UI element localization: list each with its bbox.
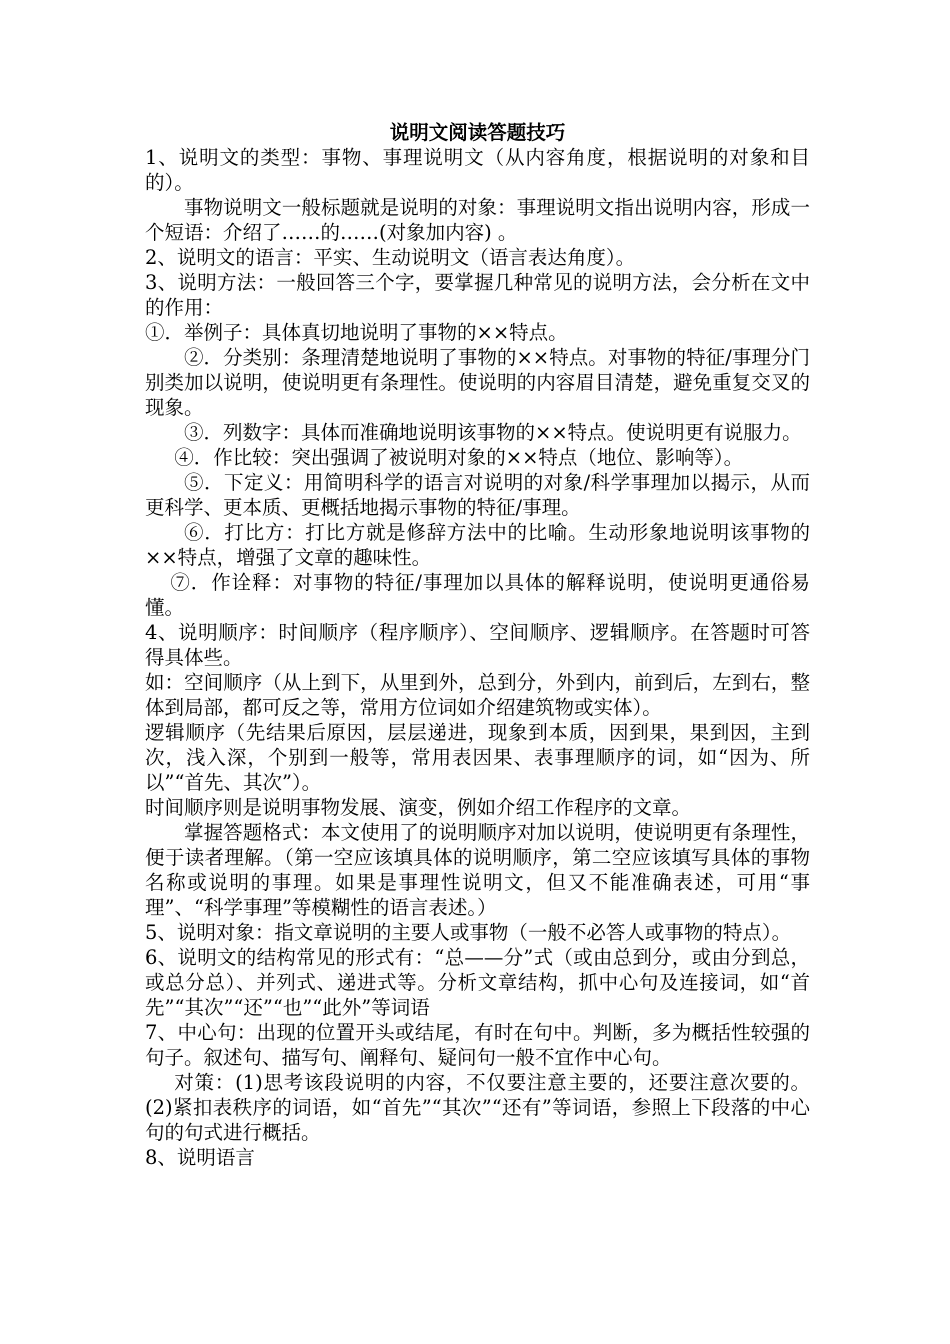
paragraph-answer-format: 掌握答题格式：本文使用了的说明顺序对加以说明，使说明更有条理性，便于读者理解。（第一空应该填具体的说明顺序，第二空应该填写具体的事物名称或说明的事理。如果是事理性说明文，但又不能准确表述，可用“事理”、“科学事理”等模糊性的语言表述。） (145, 821, 810, 919)
paragraph-time-order: 时间顺序则是说明事物发展、演变，例如介绍工作程序的文章。 (145, 796, 692, 819)
paragraph-order: 4、说明顺序：时间顺序（程序顺序）、空间顺序、逻辑顺序。在答题时可答得具体些。 (145, 621, 810, 669)
paragraph-types-detail: 事物说明文一般标题就是说明的对象：事理说明文指出说明内容，形成一个短语：介绍了……的……(对象加内容) 。 (145, 196, 810, 244)
paragraph-methods: 3、说明方法：一般回答三个字，要掌握几种常见的说明方法，会分析在文中的作用： (145, 271, 810, 319)
method-numbers: ③．列数字：具体而准确地说明该事物的××特点。使说明更有说服力。 (184, 421, 802, 444)
method-classify: ②．分类别：条理清楚地说明了事物的××特点。对事物的特征/事理分门别类加以说明，使说明更有条理性。使说明的内容眉目清楚，避免重复交叉的现象。 (145, 346, 810, 419)
method-example: ①．举例子：具体真切地说明了事物的××特点。 (145, 321, 568, 344)
document-title: 说明文阅读答题技巧 (389, 121, 566, 144)
method-compare: ④．作比较：突出强调了被说明对象的××特点（地位、影响等）。 (174, 446, 744, 469)
paragraph-logical-order: 逻辑顺序（先结果后原因，层层递进，现象到本质，因到果，果到因，主到次，浅入深，个别到一般等，常用表因果、表事理顺序的词，如“因为、所以”“首先、其次”）。 (145, 721, 810, 794)
paragraph-language-heading: 8、说明语言 (145, 1146, 255, 1169)
paragraph-types: 1、说明文的类型：事物、事理说明文（从内容角度，根据说明的对象和目的）。 (145, 146, 810, 194)
document-body (145, 120, 810, 1170)
method-analogy: ⑥．打比方：打比方就是修辞方法中的比喻。生动形象地说明该事物的××特点，增强了文章的趣味性。 (145, 521, 810, 569)
paragraph-language: 2、说明文的语言：平实、生动说明文（语言表达角度）。 (145, 246, 636, 269)
paragraph-spatial-order: 如：空间顺序（从上到下，从里到外，总到分，外到内，前到后，左到右，整体到局部，都可反之等，常用方位词如介绍建筑物或实体）。 (145, 671, 810, 719)
paragraph-central-sentence: 7、中心句：出现的位置开头或结尾，有时在句中。判断，多为概括性较强的句子。叙述句、描写句、阐释句、疑问句一般不宜作中心句。 (145, 1021, 810, 1069)
paragraph-object: 5、说明对象：指文章说明的主要人或事物（一般不必答人或事物的特点）。 (145, 921, 792, 944)
paragraph-structure: 6、说明文的结构常见的形式有：“总——分”式（或由总到分，或由分到总，或总分总）、并列式、递进式等。分析文章结构，抓中心句及连接词，如“首先”“其次”“还”“也”“此外”等词语 (145, 946, 810, 1019)
method-explain: ⑦．作诠释：对事物的特征/事理加以具体的解释说明，使说明更通俗易懂。 (145, 571, 810, 619)
paragraph-strategy: 对策：(1)思考该段说明的内容，不仅要注意主要的，还要注意次要的。(2)紧扣表秩序的词语，如“首先”“其次”“还有”等词语，参照上下段落的中心句的句式进行概括。 (145, 1071, 810, 1144)
method-define: ⑤．下定义：用简明科学的语言对说明的对象/科学事理加以揭示，从而更科学、更本质、更概括地揭示事物的特征/事理。 (145, 471, 810, 519)
